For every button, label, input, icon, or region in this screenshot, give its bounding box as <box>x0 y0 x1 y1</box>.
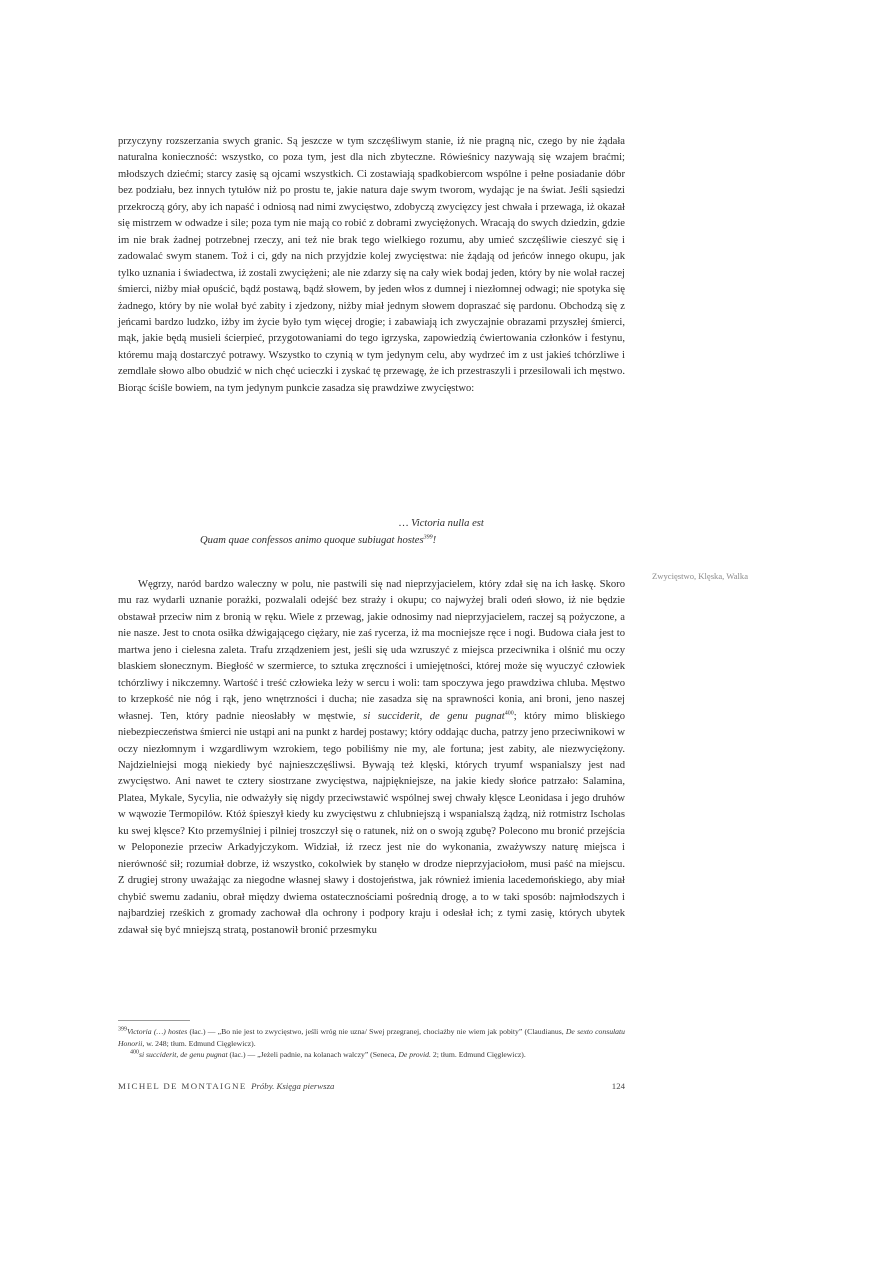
footnote-text: , w. 248; tłum. Edmund Cięglewicz). <box>142 1038 256 1048</box>
footnote-number: 399 <box>118 1026 127 1033</box>
footnote-400 <box>118 1049 625 1061</box>
footnote-latin: Victoria (…) hostes <box>127 1027 188 1036</box>
footnote-text: (łac.) — „Jeżeli padnie, na kolanach walczy” (Seneca, <box>227 1050 399 1060</box>
page-footer <box>118 1081 625 1091</box>
verse-line-2-end: ! <box>432 535 437 546</box>
verse-line-2-text: Quam quae confessos animo quoque subiugat hostes <box>200 535 424 546</box>
body-paragraph <box>118 134 625 397</box>
paragraph-text: przyczyny rozszerzania swych granic. Są jeszcze w tym szczęśliwym stanie, iż nie pragną nic, czego by nie żądała naturalna konieczność: wszystko, co poza tym, jest dla nich zbyteczne. Rówieśnicy nazywają się wzajem braćmi; młodszych dziećmi; starcy zasię są ojcami wszystkich. Ci zostawiają spadkobiercom wspólne i pełne posiadanie dóbr bez podziału, bez innych tytułów niż po prostu te, jakie natura daje swym tworom, wydając je na świat. Jeśli sąsiedzi przekroczą góry, aby ich napaść i odniosą nad nimi zwycięstwo, zdobyczą zwycięzcy jest chwała i przewaga, iż okazał się mistrzem w odwadze i sile; poza tym nie mają co robić z dobrami zwyciężonych. Wracają do swych dziedzin, gdzie im nie brak żadnej potrzebnej rzeczy, ani też nie brak tego wielkiego rozumu, aby umieć szczęśliwie cieszyć się i zadowalać swym stanem. Toż i ci, gdy na nich przyjdzie kolej zwycięstwa: nie żądają od jeńców innego okupu, jak tylko uznania i świadectwa, iż zostali zwyciężeni; ale nie zdarzy się na cały wiek bodaj jeden, który by nie wolał raczej śmierci, niżby miał opuścić, bądź postawą, bądź słowem, by jeden włos z dumnej i niezłomnej odwagi; nie spotyka się żadnego, który by nie wolał być zabity i zjedzony, niżby miał jednym słowem dopraszać się pardonu. Obchodzą się z jeńcami bardzo ludzko, iżby im życie było tym więcej drogie; i zabawiają ich zwyczajnie obrazami przyszłej śmierci, mąk, jakie będą musieli ścierpieć, przygotowaniami do tego igrzyska, zapowiedzią ćwiertowania członków i festynu, któremu mają dostarczyć potrawy. Wszystko to czynią w tym jedynym celu, aby wydrzeć im z ust jakieś tchórzliwe i zemdlałe słowo albo obudzić w nich chęć ucieczki i zyskać tę przewagę, że ich przestraszyli i przesilowali ich męstwo. Biorąc ściśle bowiem, na tym jedynym punkcie zasadza się prawdziwe zwycięstwo: <box>118 136 625 394</box>
latin-phrase: si succiderit, de genu pugnat <box>363 710 505 722</box>
footnote-work-title: De provid. <box>398 1050 431 1060</box>
latin-verse-quote <box>118 515 625 549</box>
body-paragraph <box>118 577 625 939</box>
marginal-keywords: Zwycięstwo, Klęska, Walka <box>652 571 749 581</box>
paragraph-text: ; który mimo bliskiego niebezpieczeństwa śmierci nie ustąpi ani na punkt z hardej postawy; który oddając ducha, patrzy jeno przeciwnikowi w oczy niezłomnym i wzgardliwym wzrokiem, tego pobiliśmy nie my, ale fortuna; jest zabity, ale niezwyciężony. Najdzielniejsi mogą niekiedy być najnieszczęśliwsi. Bywają też klęski, których tryumf wspanialszy jest nad zwycięstwo. Ani nawet te cztery siostrzane zwycięstwa, najpiękniejsze, na jakie kiedy słońce patrzało: Salamina, Platea, Mykale, Sycylia, nie odważyły się nigdy przeciwstawić wspólnej swej chwały klęsce Leonidasa i jego druhów w wąwozie Termopilów. Któż śpieszył kiedy ku zwycięstwu z chlubniejszą i wspanialszą żądzą, niż rotmistrz Ischolas ku swej klęsce? Kto przemyślniej i pilniej troszczył się o ratunek, niż on o swoją zgubę? Polecono mu bronić przejścia w Peloponezie przeciw Arkadyjczykom. Widział, iż rzecz jest nie do wykonania, zważywszy naturę miejsca i nierówność sił; rozumiał dobrze, iż wszystko, cokolwiek by stanęło w drodze nieprzyjaciołom, musi paść na miejscu. Z drugiej strony uważając za niegodne własnej sławy i dostojeństwa, jak również imienia lacedemońskiego, aby miał chybić swemu zadaniu, obrał między dwiema ostatecznościami pośrednią drogę, a to w taki sposób: najmłodszych i najbardziej rześkich z gromady zachował dla ochrony i podpory kraju i odesłał ich; z tymi zasię, których ubytek zdawał się być mniejszą stratą, postanowił bronić przesmyku <box>118 710 625 936</box>
paragraph-text: Węgrzy, naród bardzo waleczny w polu, nie pastwili się nad nieprzyjacielem, który zdał się na ich łaskę. Skoro mu raz wydarli uznanie porażki, pozwalali odejść bez straży i okupu; co najwyżej brali odeń słowo, iż nie będzie obstawał przeciw nim z bronią w ręku. Wiele z przewag, jakie odnosimy nad nieprzyjacielem, raczej są pożyczone, a nie nasze. Jest to cnota osiłka dźwigającego ciężary, nie zaś rycerza, iż ma mocniejsze ręce i nogi. Budowa ciała jest to martwa jeno i cielesna zaleta. Trafu zrządzeniem jest, jeśli się uda wzruszyć z miejsca przeciwnika i olśnić mu oczy blaskiem słonecznym. Biegłość w szermierce, to sztuka zręczności i umiejętności, której może się wyuczyć człowiek tchórzliwy i nikczemny. Wartość i treść człowieka leży w sercu i woli: tam spoczywa jego prawdziwa chluba. Męstwo to krzepkość nie nóg i rąk, jeno wnętrzności i ducha; nie zasadza się na sprawności konia, ani broni, jeno naszej własnej. Ten, który padnie nieosłabły w męstwie, <box>118 579 625 722</box>
footnote-ref-399[interactable]: 399 <box>423 534 433 541</box>
footnotes <box>118 1026 625 1061</box>
verse-line-1: … Victoria nulla est <box>399 518 484 529</box>
footnote-ref-400[interactable]: 400 <box>504 710 514 717</box>
footnote-latin: si succiderit, de genu pugnat <box>139 1050 228 1060</box>
footer-author: MICHEL DE MONTAIGNE <box>118 1081 247 1091</box>
footnote-work-title: De sexto consulatu Honorii <box>118 1027 625 1048</box>
footnote-399 <box>118 1026 625 1049</box>
footer-book-title: Próby. Księga pierwsza <box>251 1081 335 1091</box>
verse-line-2 <box>118 532 625 549</box>
page-number: 124 <box>611 1081 625 1091</box>
footnote-text: (łac.) — „Bo nie jest to zwycięstwo, jeśli wróg nie uzna/ Swej przegranej, chociażby nie wiem jak pobity” (Claudianus, <box>187 1027 566 1036</box>
footnote-text: 2; tłum. Edmund Cięglewicz). <box>430 1050 526 1060</box>
footnote-divider <box>118 1020 190 1021</box>
footnote-number: 400 <box>130 1049 139 1056</box>
